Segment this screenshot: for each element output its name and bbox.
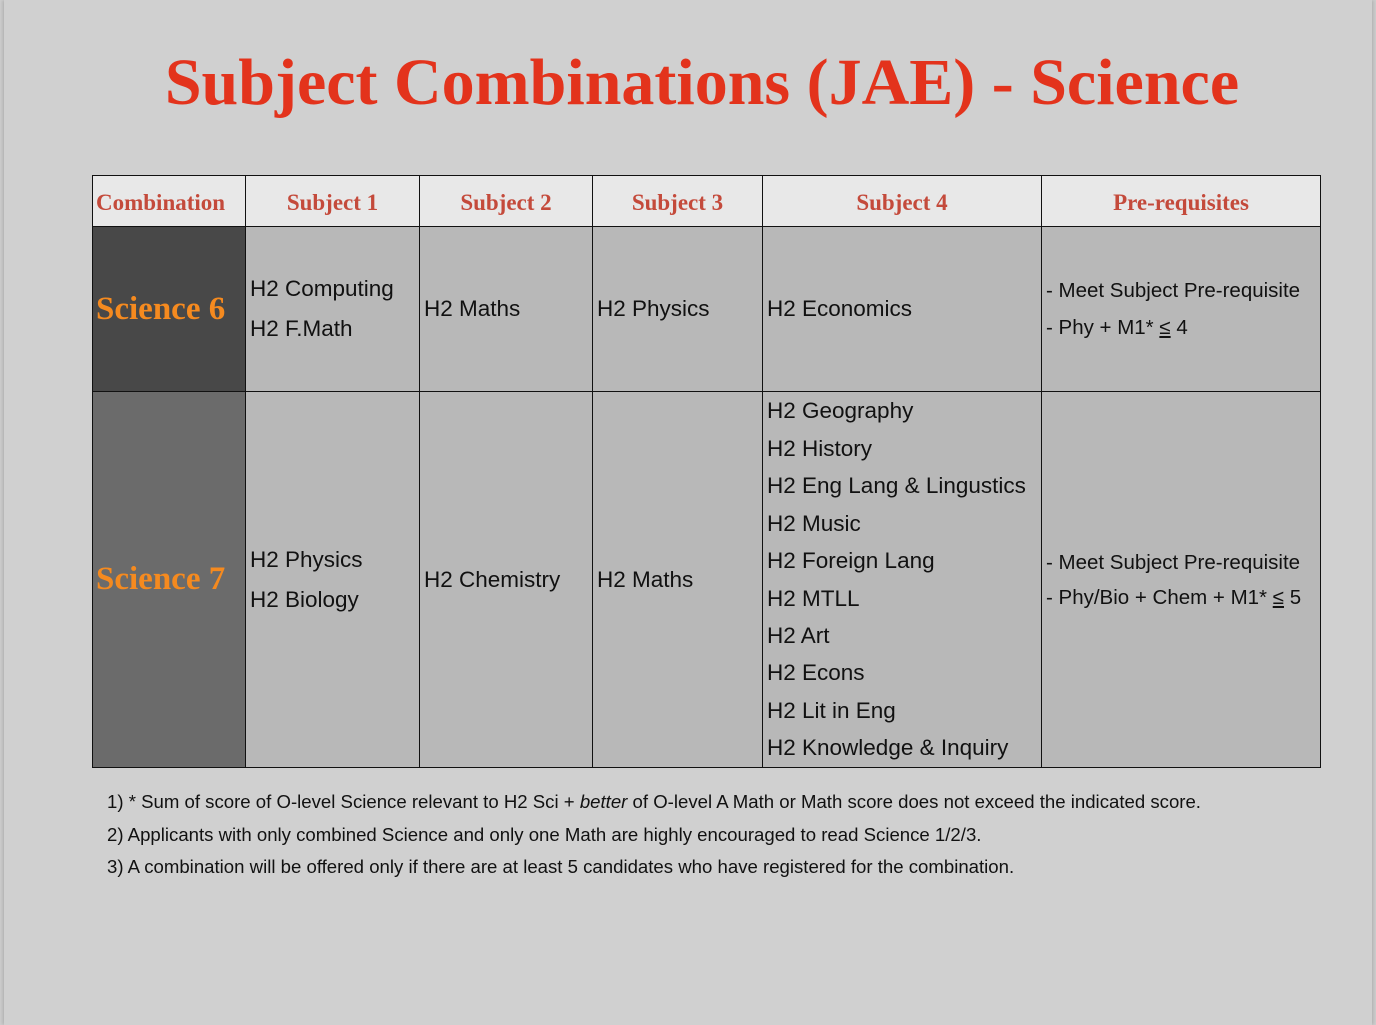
combination-name: Science 7 (93, 392, 246, 768)
subject-option: H2 Economics (767, 296, 913, 321)
subject-4-cell (763, 392, 1042, 768)
subject-option: H2 Geography (767, 398, 914, 424)
subject-3-cell: H2 Physics (593, 227, 763, 392)
header-subject-2: Subject 2 (420, 176, 593, 227)
prerequisite-max-score: 5 (1284, 585, 1302, 609)
subject-option: H2 Physics (250, 546, 363, 572)
prerequisite-line: - Meet Subject Pre-requisite (1046, 278, 1301, 302)
subject-option: H2 Lit in Eng (767, 697, 896, 723)
subject-option: H2 Computing (250, 276, 394, 301)
prerequisite-max-score: 4 (1170, 316, 1188, 339)
subject-option: H2 F.Math (250, 316, 353, 341)
subject-1-cell (246, 227, 420, 392)
prerequisite-formula: - Phy/Bio + Chem + M1* (1046, 585, 1273, 609)
subject-option: H2 Econs (767, 660, 865, 686)
subject-combinations-table (92, 175, 1321, 768)
combination-name: Science 6 (93, 227, 246, 392)
subject-option: H2 Biology (250, 586, 359, 612)
footnote-2: 2) Applicants with only combined Science and only one Math are highly encouraged to read Science 1/2/3. (107, 823, 982, 845)
subject-3-cell: H2 Maths (593, 392, 763, 768)
leq-symbol: ≤ (1272, 585, 1284, 609)
subject-option: H2 MTLL (767, 585, 860, 611)
prerequisites-cell (1042, 227, 1321, 392)
subject-option: H2 Music (767, 510, 861, 536)
footnote-text: of O-level A Math or Math score does not exceed the indicated score. (627, 791, 1201, 812)
table-row-science-7 (93, 392, 1321, 768)
prerequisite-formula: - Phy + M1* (1046, 316, 1160, 339)
subject-4-cell (763, 227, 1042, 392)
table-row-science-6 (93, 227, 1321, 392)
slide (4, 0, 1372, 1025)
subject-1-cell (246, 392, 420, 768)
subject-option: H2 Knowledge & Inquiry (767, 735, 1009, 761)
subject-option: H2 Foreign Lang (767, 548, 935, 574)
leq-symbol: ≤ (1159, 316, 1171, 339)
subject-2-cell: H2 Maths (420, 227, 593, 392)
subject-2-cell: H2 Chemistry (420, 392, 593, 768)
prerequisite-score-line (1046, 580, 1320, 615)
footnotes (107, 786, 1201, 884)
header-subject-4: Subject 4 (763, 176, 1042, 227)
prerequisite-score-line (1046, 309, 1320, 347)
header-prerequisites: Pre-requisites (1042, 176, 1321, 227)
subject-option: H2 History (767, 435, 873, 461)
footnote-text: 1) * Sum of score of O-level Science relevant to H2 Sci + (107, 791, 580, 812)
subject-option: H2 Art (767, 622, 830, 648)
footnote-emphasis: better (579, 791, 628, 812)
footnote-3: 3) A combination will be offered only if there are at least 5 candidates who have registered for the combination. (107, 856, 1015, 877)
header-combination: Combination (93, 176, 246, 227)
header-subject-1: Subject 1 (246, 176, 420, 227)
footnote-1 (107, 786, 1201, 819)
page-title: Subject Combinations (JAE) - Science (164, 46, 1240, 119)
prerequisite-line: - Meet Subject Pre-requisite (1046, 550, 1301, 574)
table-header-row (93, 176, 1321, 227)
subject-option: H2 Eng Lang & Lingustics (767, 473, 1026, 499)
prerequisites-cell (1042, 392, 1321, 768)
header-subject-3: Subject 3 (593, 176, 763, 227)
